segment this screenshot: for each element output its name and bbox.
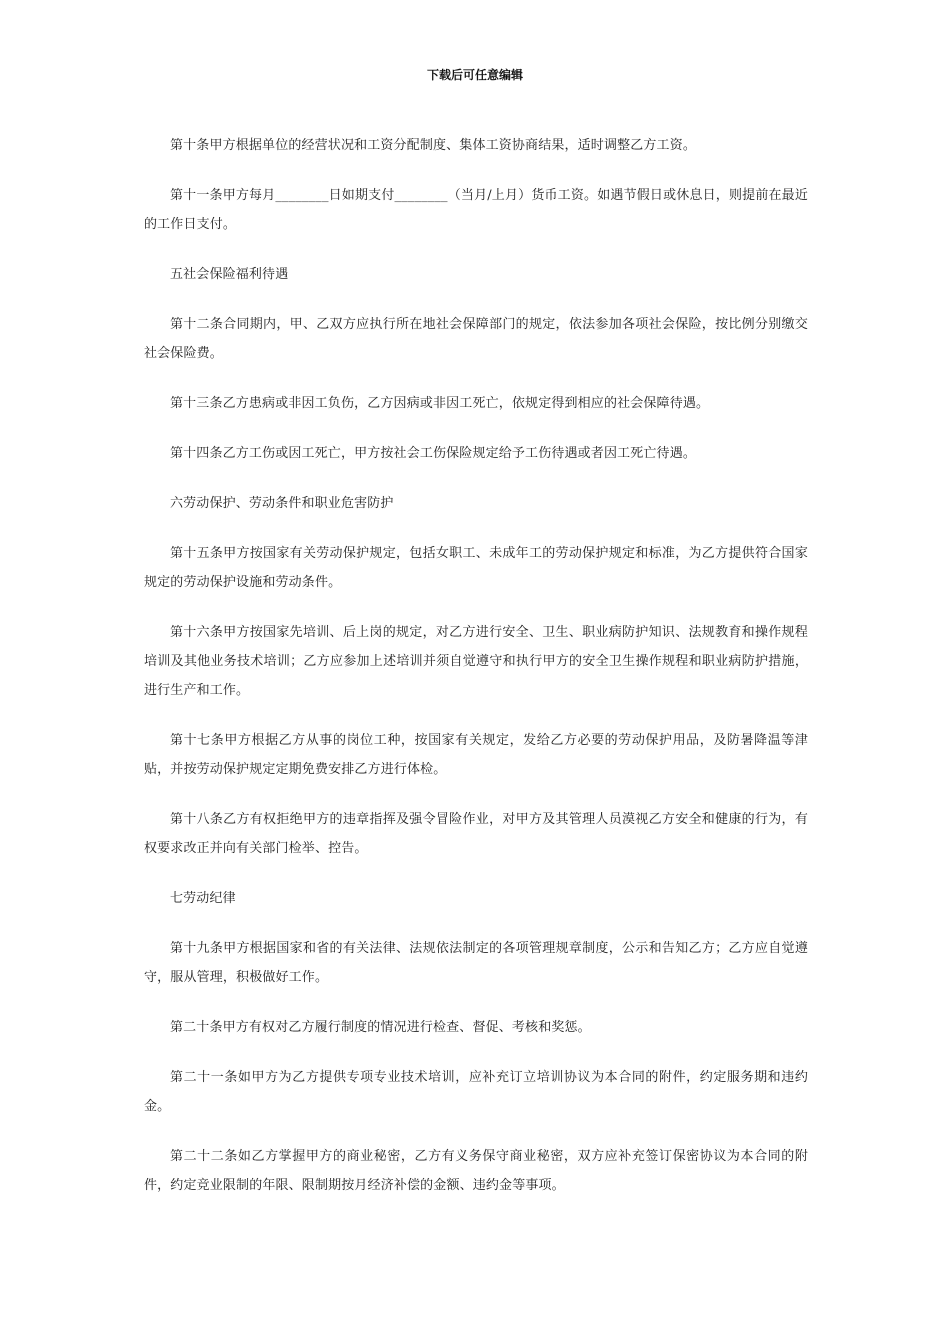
clause-11: 第十一条甲方每月________日如期支付________（当月/上月）货币工资。如遇节假日或休息日，则提前在最近的工作日支付。 <box>144 188 808 232</box>
clause-13: 第十三条乙方患病或非因工负伤，乙方因病或非因工死亡，依规定得到相应的社会保障待遇。 <box>170 396 710 411</box>
clause-14: 第十四条乙方工伤或因工死亡，甲方按社会工伤保险规定给予工伤待遇或者因工死亡待遇。 <box>170 446 697 461</box>
clause-21: 第二十一条如甲方为乙方提供专项专业技术培训，应补充订立培训协议为本合同的附件，约定服务期和违约金。 <box>144 1070 808 1114</box>
document-body <box>144 131 808 1200</box>
section-heading-labor-protection: 六劳动保护、劳动条件和职业危害防护 <box>170 496 394 511</box>
page-header: 下载后可任意编辑 <box>426 68 523 82</box>
clause-10: 第十条甲方根据单位的经营状况和工资分配制度、集体工资协商结果，适时调整乙方工资。 <box>170 138 697 153</box>
clause-16: 第十六条甲方按国家先培训、后上岗的规定，对乙方进行安全、卫生、职业病防护知识、法规教育和操作规程培训及其他业务技术培训；乙方应参加上述培训并须自觉遵守和执行甲方的安全卫生操作规程和职业病防护措施，进行生产和工作。 <box>144 625 808 698</box>
clause-18: 第十八条乙方有权拒绝甲方的违章指挥及强令冒险作业，对甲方及其管理人员漠视乙方安全和健康的行为，有权要求改正并向有关部门检举、控告。 <box>144 812 808 856</box>
clause-17: 第十七条甲方根据乙方从事的岗位工种，按国家有关规定，发给乙方必要的劳动保护用品，及防暑降温等津贴，并按劳动保护规定定期免费安排乙方进行体检。 <box>144 733 808 777</box>
clause-22: 第二十二条如乙方掌握甲方的商业秘密，乙方有义务保守商业秘密，双方应补充签订保密协议为本合同的附件，约定竞业限制的年限、限制期按月经济补偿的金额、违约金等事项。 <box>144 1149 808 1193</box>
clause-15: 第十五条甲方按国家有关劳动保护规定，包括女职工、未成年工的劳动保护规定和标准，为乙方提供符合国家规定的劳动保护设施和劳动条件。 <box>144 546 808 590</box>
section-heading-labor-discipline: 七劳动纪律 <box>170 891 236 906</box>
clause-12: 第十二条合同期内，甲、乙双方应执行所在地社会保障部门的规定，依法参加各项社会保险，按比例分别缴交社会保险费。 <box>144 317 808 361</box>
clause-19: 第十九条甲方根据国家和省的有关法律、法规依法制定的各项管理规章制度，公示和告知乙方；乙方应自觉遵守，服从管理，积极做好工作。 <box>144 941 808 985</box>
section-heading-social-insurance: 五社会保险福利待遇 <box>170 267 289 282</box>
clause-20: 第二十条甲方有权对乙方履行制度的情况进行检查、督促、考核和奖惩。 <box>170 1020 591 1035</box>
